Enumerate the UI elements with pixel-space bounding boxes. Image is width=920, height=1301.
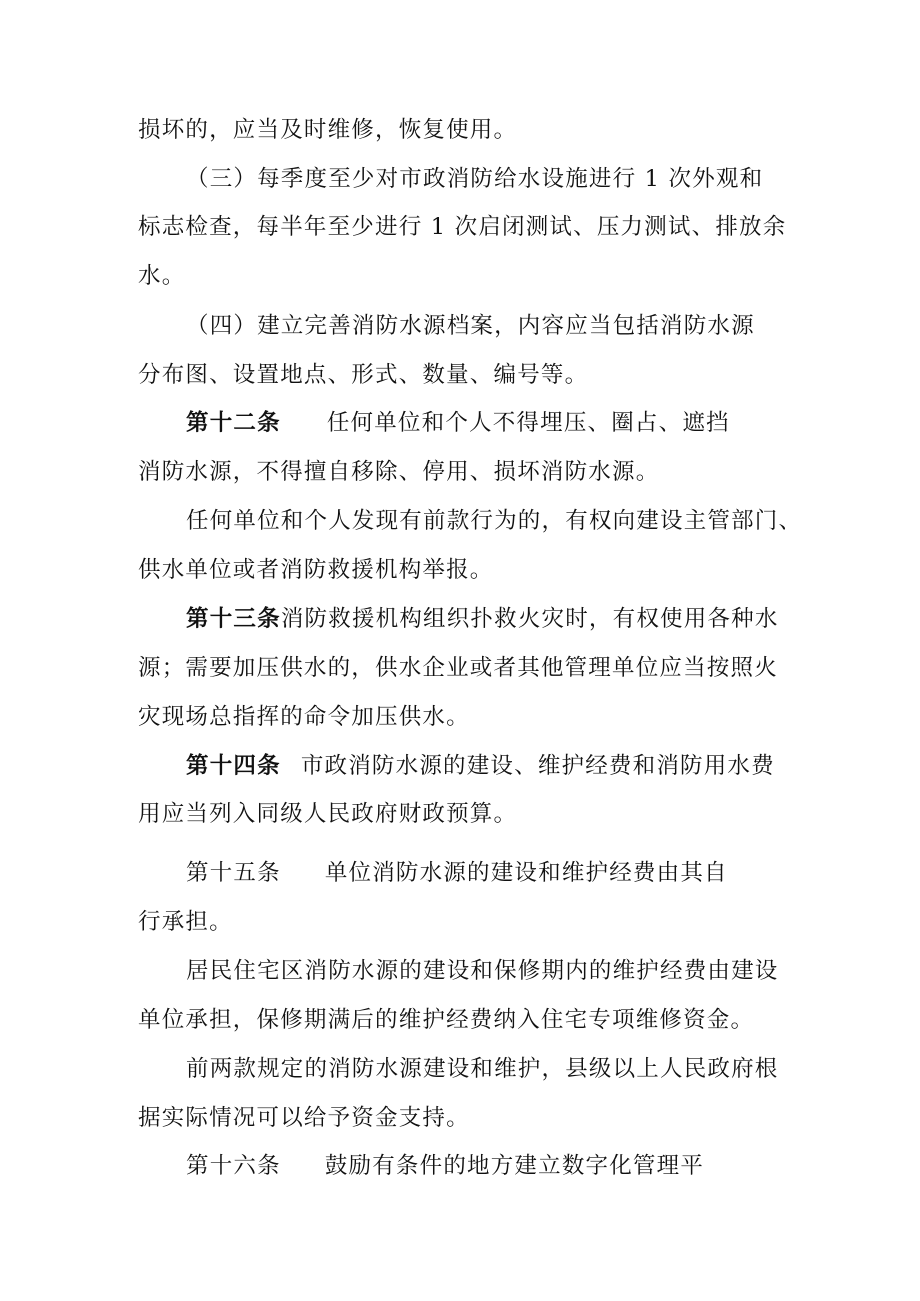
paragraph-line: （三）每季度至少对市政消防给水设施进行 1 次外观和 xyxy=(186,166,764,192)
article-line xyxy=(186,1151,704,1181)
article-text: 市政消防水源的建设、维护经费和消防用水费 xyxy=(300,753,775,779)
article-heading: 第十四条 xyxy=(186,753,281,779)
article-text: 消防救援机构组织扑救火灾时，有权使用各种水 xyxy=(280,606,779,632)
paragraph-line: 分布图、设置地点、形式、数量、编号等。 xyxy=(138,362,589,388)
paragraph-line: 消防水源，不得擅自移除、停用、损坏消防水源。 xyxy=(138,459,660,485)
article-heading: 第十二条 xyxy=(186,410,281,436)
paragraph-line: 水。 xyxy=(138,263,186,289)
article-heading: 第十六条 xyxy=(186,1153,281,1179)
article-line xyxy=(186,751,775,781)
paragraph-line: 灾现场总指挥的命令加压供水。 xyxy=(138,704,470,730)
paragraph-line: 据实际情况可以给予资金支持。 xyxy=(138,1105,470,1131)
article-line xyxy=(186,408,730,438)
article-heading: 第十五条 xyxy=(186,860,281,886)
article-line xyxy=(186,604,779,634)
paragraph-line: 供水单位或者消防救援机构举报。 xyxy=(138,557,494,583)
paragraph-line: 单位承担，保修期满后的维护经费纳入住宅专项维修资金。 xyxy=(138,1007,755,1033)
article-line xyxy=(186,858,728,888)
article-text: 单位消防水源的建设和维护经费由其自 xyxy=(324,860,728,886)
paragraph-line: 前两款规定的消防水源建设和维护，县级以上人民政府根 xyxy=(186,1056,779,1082)
paragraph-line: 损坏的，应当及时维修，恢复使用。 xyxy=(138,117,518,143)
article-text: 任何单位和个人不得埋压、圈占、遮挡 xyxy=(326,410,730,436)
article-text: 鼓励有条件的地方建立数字化管理平 xyxy=(324,1153,705,1179)
paragraph-line: 用应当列入同级人民政府财政预算。 xyxy=(138,801,518,827)
paragraph-line: 源；需要加压供水的，供水企业或者其他管理单位应当按照火 xyxy=(138,655,778,681)
paragraph-line: 居民住宅区消防水源的建设和保修期内的维护经费由建设 xyxy=(186,958,779,984)
article-heading: 第十三条 xyxy=(186,606,281,632)
paragraph-line: （四）建立完善消防水源档案，内容应当包括消防水源 xyxy=(186,313,755,339)
paragraph-line: 行承担。 xyxy=(138,909,233,935)
paragraph-line: 任何单位和个人发现有前款行为的，有权向建设主管部门、 xyxy=(186,508,803,534)
paragraph-line: 标志检查，每半年至少进行 1 次启闭测试、压力测试、排放余 xyxy=(138,214,787,240)
